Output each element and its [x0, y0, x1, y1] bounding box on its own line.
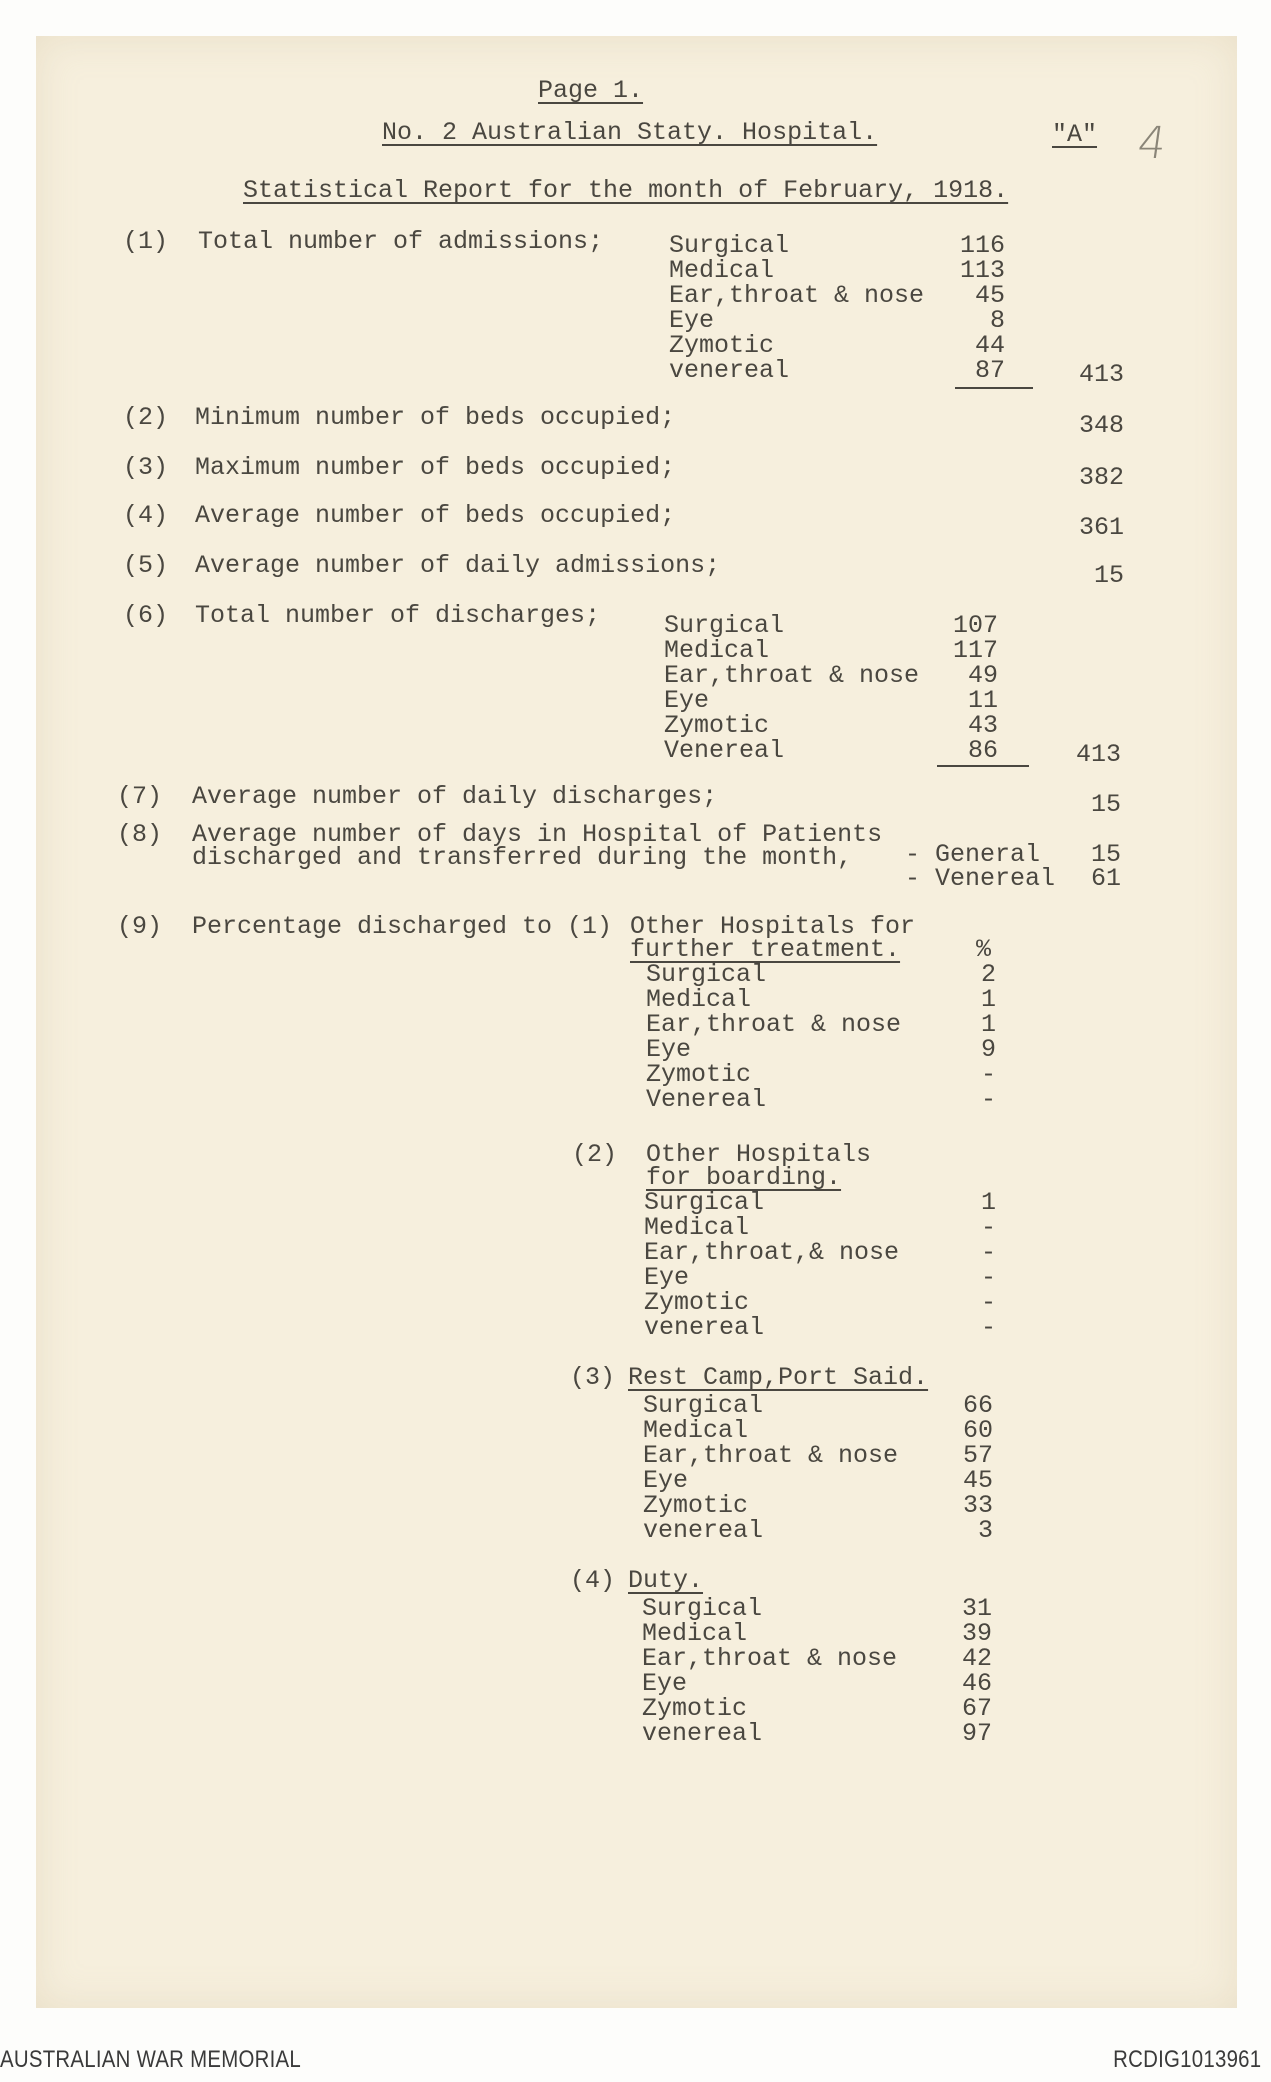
breakdown-row	[646, 1087, 996, 1112]
category-value: 113	[959, 256, 1005, 285]
category-value: 46	[961, 1669, 992, 1698]
category-label: Medical	[669, 256, 775, 285]
breakdown-row	[646, 1012, 996, 1037]
breakdown-row	[646, 1037, 996, 1062]
venereal-value: 61	[1090, 864, 1121, 893]
category-label: Zymotic	[644, 1288, 750, 1317]
category-value: 39	[961, 1619, 992, 1648]
breakdown-row	[644, 1240, 996, 1265]
group-breakdown	[646, 962, 996, 1112]
avg-beds-value: 361	[1078, 513, 1124, 542]
group-number: (2)	[572, 1140, 618, 1169]
group-number: (3)	[570, 1363, 616, 1392]
breakdown-row	[664, 613, 1004, 638]
breakdown-row	[644, 1290, 996, 1315]
category-label: Medical	[644, 1213, 750, 1242]
category-value: 45	[974, 281, 1005, 310]
item-number: (5)	[123, 551, 169, 580]
category-value: 42	[961, 1644, 992, 1673]
category-label: Medical	[646, 985, 752, 1014]
group-heading: Other Hospitals	[646, 1140, 872, 1169]
item-number: (7)	[117, 782, 163, 811]
category-label: Medical	[642, 1619, 748, 1648]
avg-daily-admissions-label: Average number of daily admissions;	[195, 551, 721, 580]
annex-mark: "A"	[1052, 120, 1098, 149]
discharges-breakdown	[664, 613, 1004, 763]
item-number: (4)	[123, 501, 169, 530]
category-value: -	[980, 1263, 996, 1292]
breakdown-row	[669, 358, 1009, 383]
category-label: Eye	[642, 1669, 688, 1698]
category-label: Surgical	[669, 231, 790, 260]
general-label: - General	[905, 840, 1041, 869]
category-label: Medical	[664, 636, 770, 665]
category-value: 57	[962, 1441, 993, 1470]
category-label: Zymotic	[646, 1060, 752, 1089]
category-label: Surgical	[643, 1391, 764, 1420]
category-value: 86	[967, 736, 998, 765]
item-number: (3)	[123, 453, 169, 482]
category-label: Zymotic	[664, 711, 770, 740]
breakdown-row	[644, 1265, 996, 1290]
avg-beds-label: Average number of beds occupied;	[195, 501, 676, 530]
avg-days-line1: Average number of days in Hospital of Patients	[192, 820, 883, 849]
breakdown-row	[643, 1418, 993, 1443]
category-value: -	[980, 1213, 996, 1242]
group-breakdown	[643, 1393, 993, 1543]
min-beds-value: 348	[1078, 411, 1124, 440]
category-label: venereal	[669, 356, 790, 385]
category-value: 44	[974, 331, 1005, 360]
min-beds-label: Minimum number of beds occupied;	[195, 403, 676, 432]
category-value: 33	[962, 1491, 993, 1520]
subtotal-rule	[937, 765, 1029, 767]
breakdown-row	[669, 308, 1009, 333]
breakdown-row	[644, 1215, 996, 1240]
category-label: Medical	[643, 1416, 749, 1445]
item-number: (2)	[123, 403, 169, 432]
breakdown-row	[664, 738, 1004, 763]
breakdown-row	[643, 1393, 993, 1418]
breakdown-row	[669, 333, 1009, 358]
category-label: Eye	[664, 686, 710, 715]
breakdown-row	[646, 962, 996, 987]
breakdown-row	[642, 1596, 992, 1621]
document-paper	[36, 36, 1237, 2008]
category-value: 67	[961, 1694, 992, 1723]
item-number: (6)	[123, 601, 169, 630]
category-label: Ear,throat & nose	[669, 281, 925, 310]
admissions-breakdown	[669, 233, 1009, 383]
breakdown-row	[642, 1671, 992, 1696]
category-value: 1	[980, 1010, 996, 1039]
breakdown-row	[642, 1696, 992, 1721]
page-label: Page 1.	[538, 76, 644, 105]
admissions-label: Total number of admissions;	[198, 227, 604, 256]
breakdown-row	[664, 688, 1004, 713]
breakdown-row	[644, 1190, 996, 1215]
category-label: venereal	[643, 1516, 764, 1545]
category-value: 87	[974, 356, 1005, 385]
max-beds-label: Maximum number of beds occupied;	[195, 453, 676, 482]
category-value: -	[980, 1060, 996, 1089]
venereal-label: - Venereal	[905, 864, 1056, 893]
category-label: Surgical	[644, 1188, 765, 1217]
category-value: 31	[961, 1594, 992, 1623]
category-value: 1	[980, 985, 996, 1014]
breakdown-row	[642, 1721, 992, 1746]
group-heading: Rest Camp,Port Said.	[628, 1363, 929, 1392]
percentage-label: Percentage discharged to	[192, 912, 553, 941]
general-value: 15	[1090, 840, 1121, 869]
category-label: Surgical	[646, 960, 767, 989]
category-value: -	[980, 1085, 996, 1114]
category-value: 2	[980, 960, 996, 989]
category-label: venereal	[644, 1313, 765, 1342]
avg-days-line2: discharged and transferred during the month,	[192, 843, 853, 872]
breakdown-row	[646, 987, 996, 1012]
report-title: Statistical Report for the month of February, 1918.	[243, 176, 1009, 205]
percent-unit: %	[976, 935, 992, 964]
category-label: Venereal	[646, 1085, 767, 1114]
avg-daily-admissions-value: 15	[1093, 561, 1124, 590]
category-value: 3	[977, 1516, 993, 1545]
category-value: 117	[952, 636, 998, 665]
category-label: Ear,throat & nose	[643, 1441, 899, 1470]
category-label: Surgical	[642, 1594, 763, 1623]
avg-daily-discharges-label: Average number of daily discharges;	[192, 782, 718, 811]
group-heading: Duty.	[628, 1566, 704, 1595]
category-value: -	[980, 1288, 996, 1317]
group-breakdown	[642, 1596, 992, 1746]
breakdown-row	[664, 663, 1004, 688]
item-number: (8)	[117, 820, 163, 849]
group-heading: Other Hospitals for	[630, 912, 916, 941]
subtotal-rule	[955, 387, 1033, 389]
category-label: Eye	[669, 306, 715, 335]
category-label: Eye	[643, 1466, 689, 1495]
breakdown-row	[643, 1468, 993, 1493]
breakdown-row	[642, 1646, 992, 1671]
category-label: Eye	[646, 1035, 692, 1064]
category-label: Ear,throat & nose	[646, 1010, 902, 1039]
breakdown-row	[664, 638, 1004, 663]
breakdown-row	[664, 713, 1004, 738]
record-id: RCDIG1013961	[1112, 2046, 1261, 2073]
breakdown-row	[669, 233, 1009, 258]
category-label: Zymotic	[643, 1491, 749, 1520]
group-number: (1)	[567, 912, 613, 941]
category-value: 45	[962, 1466, 993, 1495]
avg-daily-discharges-value: 15	[1090, 790, 1121, 819]
category-value: 9	[980, 1035, 996, 1064]
group-subheading: further treatment.	[630, 935, 901, 964]
breakdown-row	[669, 283, 1009, 308]
discharges-total: 413	[1075, 740, 1121, 769]
category-value: 1	[980, 1188, 996, 1217]
admissions-total: 413	[1078, 360, 1124, 389]
category-value: 8	[989, 306, 1005, 335]
breakdown-row	[643, 1493, 993, 1518]
item-number: (9)	[117, 912, 163, 941]
category-value: 43	[967, 711, 998, 740]
category-label: Ear,throat & nose	[664, 661, 920, 690]
breakdown-row	[642, 1621, 992, 1646]
category-label: Zymotic	[642, 1694, 748, 1723]
category-value: 49	[967, 661, 998, 690]
category-value: -	[980, 1238, 996, 1267]
breakdown-row	[644, 1315, 996, 1340]
category-label: Ear,throat & nose	[642, 1644, 898, 1673]
category-value: 97	[961, 1719, 992, 1748]
category-label: Zymotic	[669, 331, 775, 360]
handwritten-folio-number: 4	[1134, 118, 1170, 169]
breakdown-row	[643, 1443, 993, 1468]
category-label: Surgical	[664, 611, 785, 640]
group-number: (4)	[570, 1566, 616, 1595]
breakdown-row	[646, 1062, 996, 1087]
category-value: 11	[967, 686, 998, 715]
category-value: 116	[959, 231, 1005, 260]
category-label: Eye	[644, 1263, 690, 1292]
breakdown-row	[643, 1518, 993, 1543]
group-subheading: for boarding.	[646, 1163, 842, 1192]
category-label: Venereal	[664, 736, 785, 765]
category-value: 107	[952, 611, 998, 640]
max-beds-value: 382	[1078, 463, 1124, 492]
discharges-label: Total number of discharges;	[195, 601, 601, 630]
institution-credit: AUSTRALIAN WAR MEMORIAL	[0, 2046, 301, 2073]
item-number: (1)	[123, 227, 169, 256]
category-value: 60	[962, 1416, 993, 1445]
category-value: -	[980, 1313, 996, 1342]
breakdown-row	[669, 258, 1009, 283]
category-label: Ear,throat,& nose	[644, 1238, 900, 1267]
category-value: 66	[962, 1391, 993, 1420]
category-label: venereal	[642, 1719, 763, 1748]
hospital-title: No. 2 Australian Staty. Hospital.	[382, 118, 878, 147]
group-breakdown	[644, 1190, 996, 1340]
